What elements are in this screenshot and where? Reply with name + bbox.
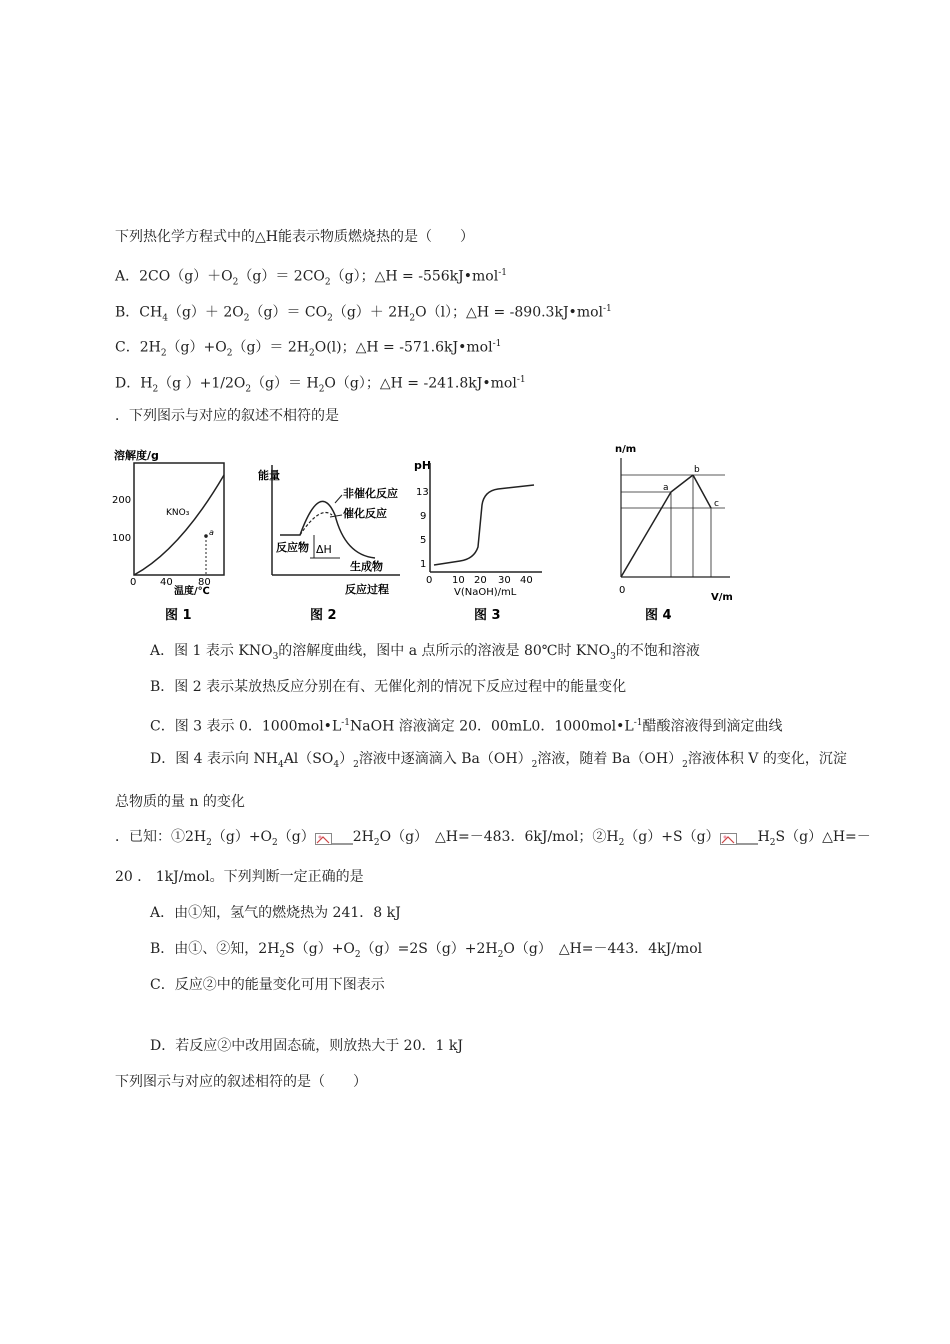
q1-option-c: C．$2H_2(g)+O_2(g)= 2H_2O(l)$；△H = -571.6kJ•mol$^{-1}$ <box>115 339 502 359</box>
fig4-point-b: b <box>694 465 700 475</box>
fig3-tick-0: 0 <box>426 575 433 586</box>
broken-image-icon <box>315 831 353 843</box>
q1-option-a: A．$2CO(g)+O_2(g)= 2CO_2(g)$；△H = -556kJ•mol$^{-1}$ <box>115 268 507 288</box>
q3-option-d: D．若反应②中改用固态硫，则放热大于 20．1 kJ <box>150 1038 463 1054</box>
fig3-tick-5: 5 <box>420 535 427 546</box>
q3-stem: ．已知：$①2H_2(g)+O_2(g)$ $2H_2O(g)$ △H=－483．6kJ/mol；$②H_2(g)+S(g)$ $H_2S(g)\triangle H=-$ <box>115 829 871 848</box>
fig3-tick-40: 40 <box>520 575 533 586</box>
figure-1 <box>110 445 240 629</box>
fig1-tick-100: 100 <box>112 533 132 544</box>
fig1-tick-0: 0 <box>130 577 137 588</box>
fig1-tick-80: 80 <box>198 577 211 588</box>
figure-4 <box>605 440 745 629</box>
fig3-tick-10: 10 <box>452 575 465 586</box>
q4-stem: 下列图示与对应的叙述相符的是（ ） <box>115 1074 367 1090</box>
figure-2 <box>250 455 410 629</box>
q1-option-d: D．$H_2(g$ ）$+1/2O_2(g)= H_2O(g)$；△H = -241.8kJ•mol$^{-1}$ <box>115 375 526 395</box>
q3-option-b: B．由①、②知，$2H_2S(g)+O_2(g)=2S(g)+2H_2O(g)$ △H=－443．4kJ/mol <box>150 941 703 960</box>
fig3-tick-9: 9 <box>420 511 427 522</box>
fig2-label-uncatalyzed: 非催化反应 <box>343 487 398 500</box>
fig1-tick-40: 40 <box>160 577 173 588</box>
q1-option-b: B．$CH_4(g)+ 2O_2(g)= CO_2(g)+ 2H_2O(l)$；△H = -890.3kJ•mol$^{-1}$ <box>115 304 612 324</box>
q3-stem-cont: 20 ． 1kJ/mol。下列判断一定正确的是 <box>115 869 364 885</box>
q2-option-a: A．图 1 表示 $KNO_3$的溶解度曲线，图中 a 点所示的溶液是 80℃时 $KNO_3$的不饱和溶液 <box>150 643 700 662</box>
fig2-caption: 图 2 <box>310 608 337 623</box>
fig1-ylabel: 溶解度/g <box>114 449 159 462</box>
q1-stem: 下列热化学方程式中的△H能表示物质燃烧热的是（ ） <box>115 229 474 245</box>
fig2-xlabel: 反应过程 <box>345 583 389 596</box>
fig1-point-a: a <box>209 528 214 537</box>
fig4-point-a: a <box>663 483 669 493</box>
fig1-xlabel: 温度/℃ <box>174 586 210 597</box>
fig3-titration-curve <box>434 485 534 565</box>
q2-option-c: C．图 3 表示 0．$1000mol•L^{-1}NaOH$ 溶液滴定 20．00mL0．$1000mol•L^{-1}$醋酸溶液得到滴定曲线 <box>150 718 783 735</box>
broken-image-icon <box>720 831 758 843</box>
fig1-curve <box>134 475 224 575</box>
fig2-label-reactant: 反应物 <box>276 541 309 554</box>
fig1-caption: 图 1 <box>165 608 192 623</box>
fig1-tick-200: 200 <box>112 495 132 506</box>
fig4-point-c: c <box>714 499 719 509</box>
fig3-tick-1: 1 <box>420 559 427 570</box>
fig3-ylabel: pH <box>414 459 432 472</box>
q2-option-d-cont: 总物质的量 n 的变化 <box>115 794 245 810</box>
fig3-tick-13: 13 <box>416 487 429 498</box>
figure-3 <box>412 455 562 629</box>
q2-stem: ．下列图示与对应的叙述不相符的是 <box>115 408 339 424</box>
fig3-tick-20: 20 <box>474 575 487 586</box>
fig4-ylabel: n/m <box>615 444 637 455</box>
fig2-label-dh: ΔH <box>316 543 332 556</box>
q2-option-d: D．图 4 表示向 $NH_4Al(SO_4)_2$溶液中逐滴滴入 $Ba(OH)_2$溶液，随着 $Ba(OH)_2$溶液体积 V 的变化，沉淀 <box>150 751 847 770</box>
fig3-xlabel: V(NaOH)/mL <box>454 587 517 598</box>
q3-option-c: C．反应②中的能量变化可用下图表示 <box>150 977 385 993</box>
fig4-caption: 图 4 <box>645 608 672 623</box>
fig1-curve-label: KNO₃ <box>166 508 190 518</box>
fig2-label-product: 生成物 <box>350 560 383 573</box>
fig4-origin: 0 <box>619 585 626 596</box>
q3-option-a: A．由①知，氢气的燃烧热为 241．8 kJ <box>150 905 401 921</box>
fig2-label-catalyzed: 催化反应 <box>343 507 387 520</box>
fig3-caption: 图 3 <box>474 608 501 623</box>
fig3-tick-30: 30 <box>498 575 511 586</box>
fig2-ylabel: 能量 <box>258 469 280 482</box>
q2-option-b: B．图 2 表示某放热反应分别在有、无催化剂的情况下反应过程中的能量变化 <box>150 679 627 695</box>
fig4-xlabel: V/m <box>711 592 733 603</box>
